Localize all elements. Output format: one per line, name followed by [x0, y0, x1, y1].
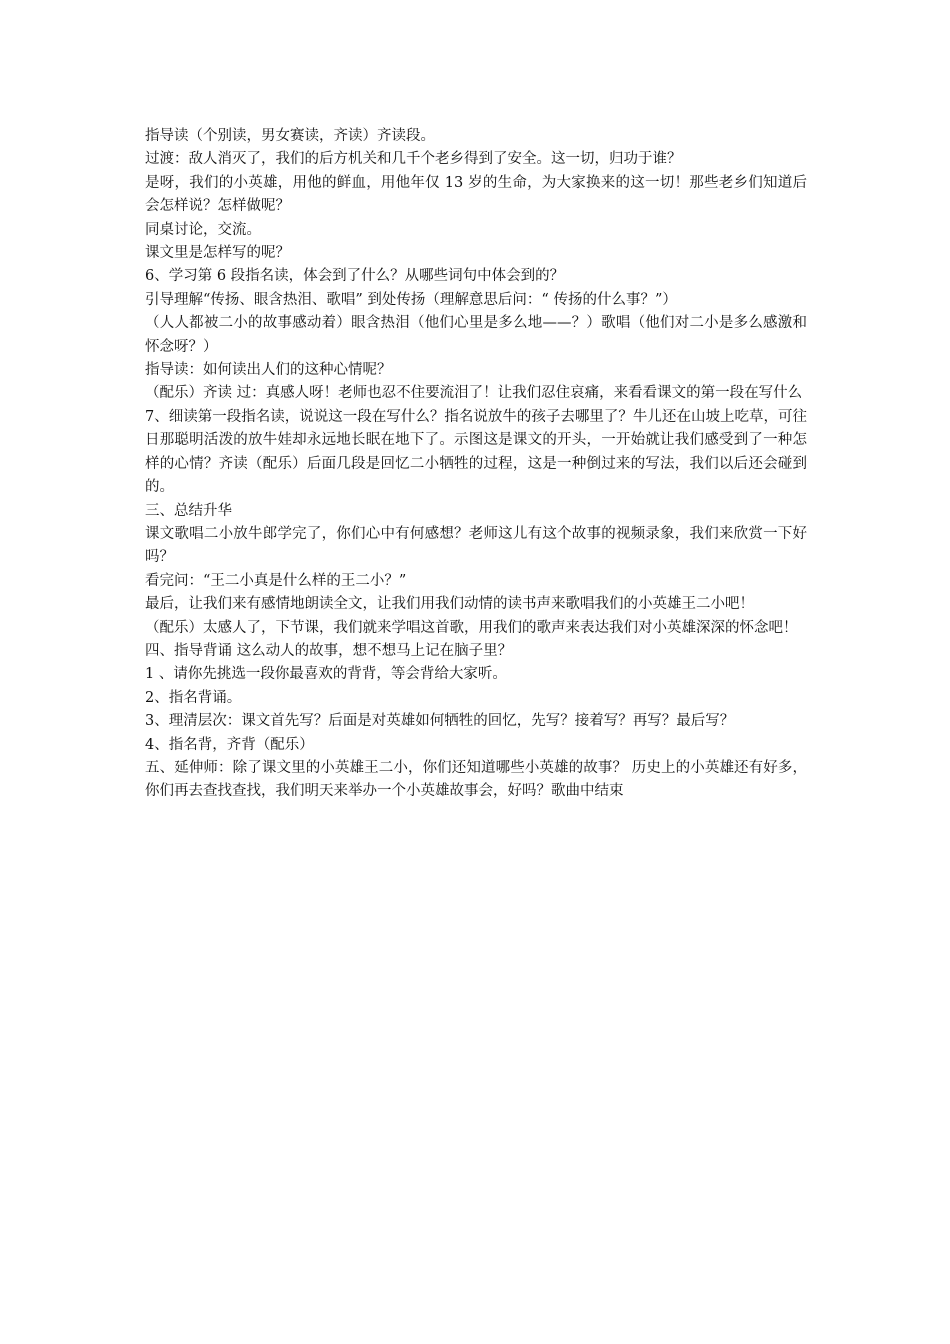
- paragraph-transition: 过渡：敌人消灭了，我们的后方机关和几千个老乡得到了安全。这一切，归功于谁？: [145, 151, 682, 168]
- paragraph-recite-step-2: 2、指名背诵。: [145, 689, 242, 706]
- paragraph-discussion: 同桌讨论，交流。: [145, 221, 261, 238]
- paragraph-recite-step-4: 4、指名背，齐背（配乐）: [145, 736, 314, 753]
- paragraph-guided-reading: 指导读（个别读，男女赛读，齐读）齐读段。: [145, 128, 435, 144]
- paragraph-step-6: 6、学习第 6 段指名读，体会到了什么？从哪些词句中体会到的？: [145, 268, 565, 285]
- paragraph-reading-guidance: 指导读：如何读出人们的这种心情呢？: [145, 362, 392, 379]
- paragraph-text-question: 课文里是怎样写的呢？: [145, 245, 290, 262]
- paragraph-video: 课文歌唱二小放牛郎学完了，你们心中有何感想？老师这儿有这个故事的视频录象，我们来欣赏一下好吗？: [145, 525, 807, 566]
- section-heading-recitation: 四、指导背诵 这么动人的故事，想不想马上记在脑子里？: [145, 642, 513, 659]
- paragraph-recite-step-3: 3、理清层次：课文首先写？后面是对英雄如何牺牲的回忆，先写？接着写？再写？最后写？: [145, 713, 735, 730]
- paragraph-music-reading: （配乐）齐读 过：真感人呀！老师也忍不住要流泪了！让我们忍住哀痛，来看看课文的第一段在写什么: [145, 385, 803, 402]
- section-heading-summary: 三、总结升华: [145, 502, 232, 519]
- paragraph-step-7: 7、细读第一段指名读，说说这一段在写什么？指名说放牛的孩子去哪里了？牛儿还在山坡上吃草，可往日那聪明活泼的放牛娃却永远地长眠在地下了。示图这是课文的开头，一开始就让我们感受到了一种怎样的心情？齐读（配乐）后面几段是回忆二小牺牲的过程，这是一种倒过来的写法，我们以后还会碰到的。: [145, 408, 807, 496]
- paragraph-little-hero: 是呀，我们的小英雄，用他的鲜血，用他年仅 13 岁的生命，为大家换来的这一切！那些老乡们知道后会怎样说？怎样做呢？: [145, 174, 807, 215]
- paragraph-song-next-class: （配乐）太感人了，下节课，我们就来学唱这首歌，用我们的歌声来表达我们对小英雄深深的怀念吧！: [145, 619, 798, 636]
- paragraph-final-reading: 最后，让我们来有感情地朗读全文，让我们用我们动情的读书声来歌唱我们的小英雄王二小吧！: [145, 596, 754, 613]
- paragraph-emotions: （人人都被二小的故事感动着）眼含热泪（他们心里是多么地——？）歌唱（他们对二小是多么感激和怀念呀？）: [145, 315, 807, 355]
- paragraph-guide-understanding: 引导理解“传扬、眼含热泪、歌唱” 到处传扬（理解意思后问：“ 传扬的什么事？”）: [145, 291, 677, 308]
- section-heading-extension: 五、延伸师：除了课文里的小英雄王二小，你们还知道哪些小英雄的故事？ 历史上的小英雄还有好多，你们再去查找查找，我们明天来举办一个小英雄故事会，好吗？歌曲中结束: [145, 759, 807, 800]
- paragraph-after-video: 看完问：“王二小真是什么样的王二小？”: [145, 572, 407, 589]
- paragraph-recite-step-1: 1 、请你先挑选一段你最喜欢的背背，等会背给大家听。: [145, 666, 507, 683]
- document-body: [145, 125, 807, 804]
